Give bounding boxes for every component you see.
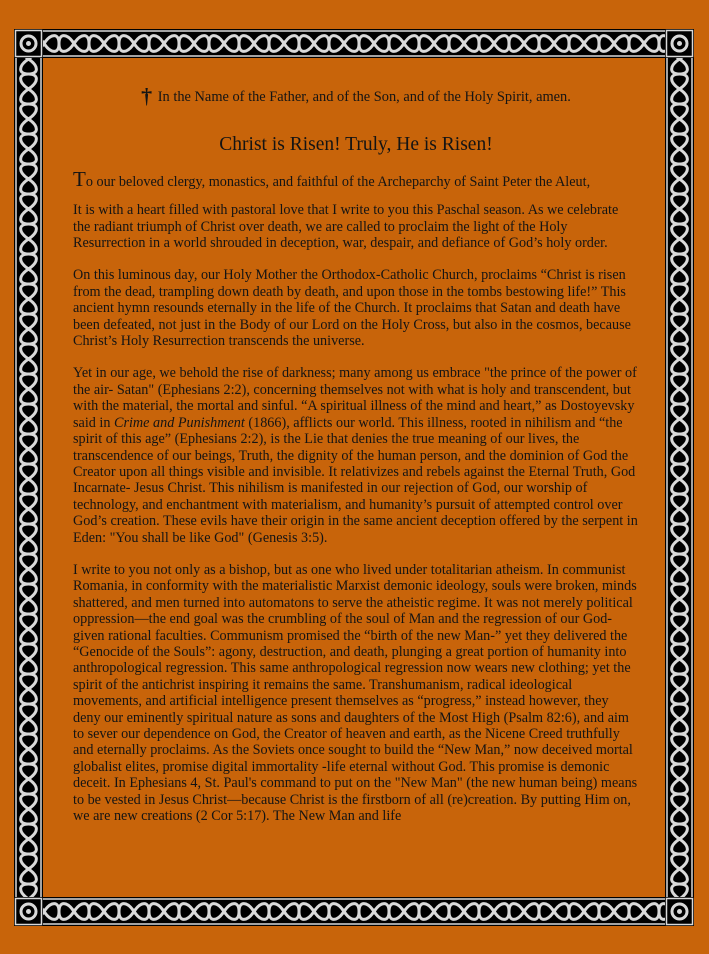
corner-ring-icon — [14, 29, 43, 58]
corner-ring-icon — [14, 897, 43, 926]
salutation — [73, 166, 639, 191]
paragraph-3 — [73, 365, 639, 545]
corner-ring-icon — [665, 29, 694, 58]
book-title-italic: Crime and Punishment — [113, 414, 245, 431]
paschal-letter — [73, 88, 639, 888]
paragraph-3-text-a: Yet in our age, we behold the rise of darkness; many among us embrace "the prince of the power of the air- Satan" (Ephesians 2:2), concerning themselves not with what is holy and transcendent, but with the material, the mortal and sinful. “A spiritual illness of the mind and heart,” as Dostoyevsky said in — [73, 365, 637, 431]
salutation-text: o our beloved clergy, monastics, and faithful of the Archeparchy of Saint Peter the Aleut, — [85, 173, 591, 190]
paschal-greeting-heading: Christ is Risen! Truly, He is Risen! — [219, 134, 493, 156]
cross-icon: † — [141, 88, 153, 108]
salutation-initial: T — [73, 166, 86, 191]
paragraph-1: It is with a heart filled with pastoral love that I write to you this Paschal season. As we celebrate the radiant triumph of Christ over death, we are called to proclaim the light of the Holy Resurrection in a world shrouded in deception, war, despair, and defiance of God’s holy order. — [73, 202, 619, 252]
invocation-text: In the Name of the Father, and of the Son, and of the Holy Spirit, amen. — [154, 89, 571, 105]
corner-ring-icon — [665, 897, 694, 926]
border-top-ornament — [14, 29, 694, 58]
border-bottom-ornament — [14, 897, 694, 926]
border-right-ornament — [665, 29, 694, 926]
invocation-line — [73, 88, 639, 108]
paragraph-2: On this luminous day, our Holy Mother the Orthodox-Catholic Church, proclaims “Christ is risen from the dead, trampling down death by death, and upon those in the tombs bestowing life!” This ancient hymn resounds eternally in the life of the Church. It proclaims that Satan and death have been defeated, not just in the Body of our Lord on the Holy Cross, but also in the cosmos, because Christ’s Holy Resurrection transcends the universe. — [73, 267, 631, 350]
border-left-ornament — [14, 29, 43, 926]
paragraph-3-text-b: (1866), afflicts our world. This illness, rooted in nihilism and “the spirit of this age” (Ephesians 2:2), is the Lie that denies the true meaning of our lives, the transcendence of our beings, Truth, the dignity of the human person, and the dominion of God the Creator upon all things visible and invisible. It relativizes and rebels against the Eternal Truth, God Incarnate- Jesus Christ. This nihilism is manifested in our rejection of God, our worship of technology, and enchantment with materialism, and humanity’s pursuit of attempted control over God’s creation. These evils have their origin in the same ancient deception offered by the serpent in Eden: "You shall be like God" (Genesis 3:5). — [73, 414, 638, 546]
paragraph-4: I write to you not only as a bishop, but as one who lived under totalitarian atheism. In communist Romania, in conformity with the materialistic Marxist demonic ideology, souls were broken, minds shattered, and men turned into automatons to serve the atheistic regime. It was not merely political oppression—the end goal was the crumbling of the soul of Man and the regression of our God-given rational faculties. Communism promised the “birth of the new Man-” yet they delivered the “Genocide of the Souls”: agony, destruction, and death, plunging a great portion of humanity into anthropological regression. This same anthropological regression now wears new clothing; yet the spirit of the antichrist inspiring it remains the same. Transhumanism, radical ideological movements, and artificial intelligence present themselves as “progress,” instead however, they deny our eminently spiritual nature as sons and daughters of the Most High (Psalm 82:6), and aim to sever our dependence on God, the Creator of heaven and earth, as the Nicene Creed truthfully and eternally proclaims. As the Soviets once sought to build the “New Man,” now deceived mortal globalist elites, promise digital immortality -life eternal without God. This promise is demonic deceit. In Ephesians 4, St. Paul's command to put on the "New Man" (the new human being) means to be vested in Jesus Christ—because Christ is the firstborn of all (re)creation. By putting Him on, we are new creations (2 Cor 5:17). The New Man and life — [73, 561, 638, 825]
